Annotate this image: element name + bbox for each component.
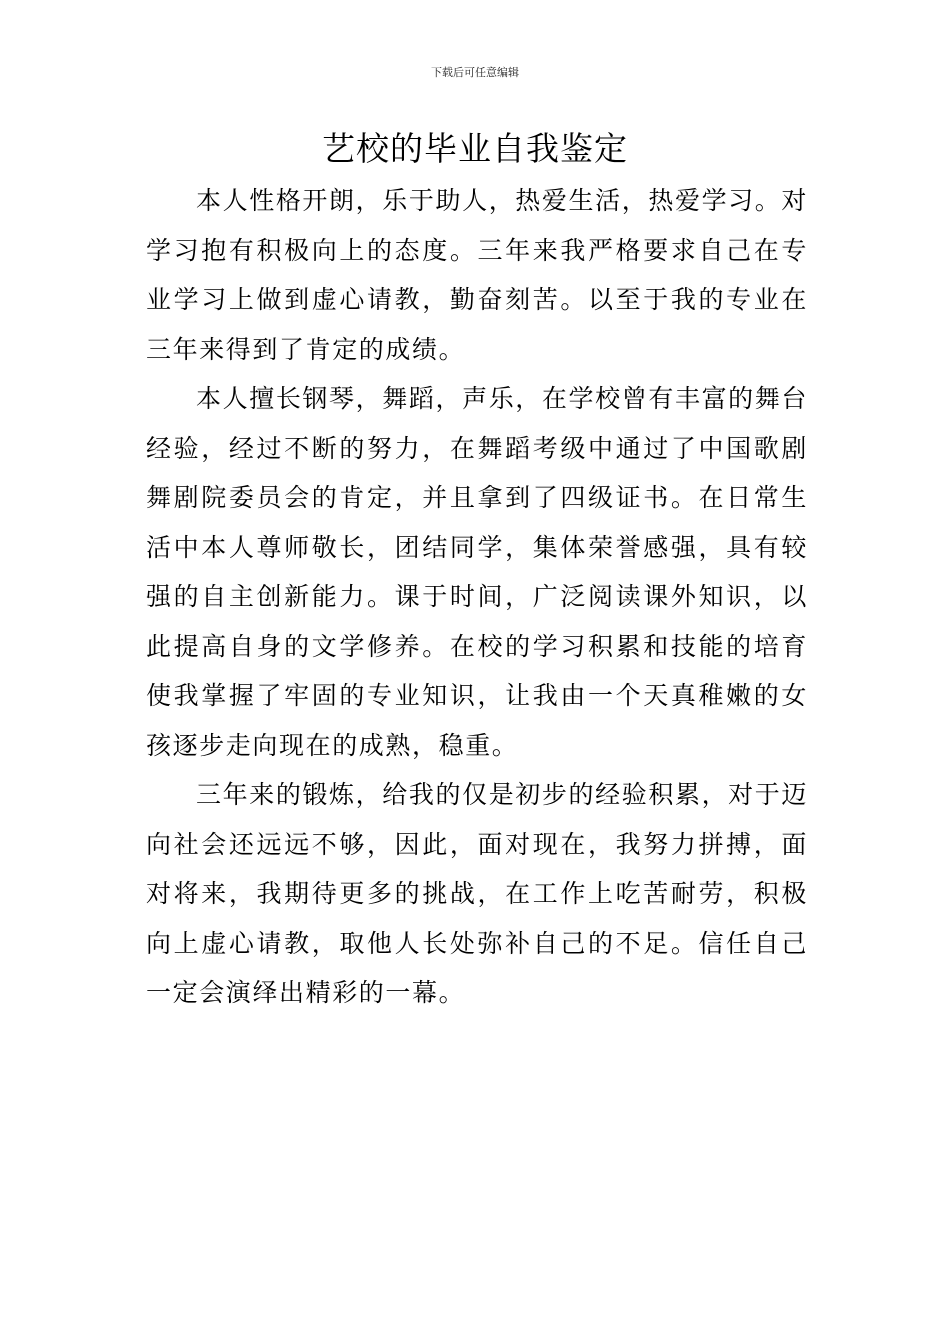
header-note: 下载后可任意编辑 xyxy=(431,66,519,79)
document-title: 艺校的毕业自我鉴定 xyxy=(322,129,628,168)
document-body xyxy=(146,176,808,1018)
paragraph-2: 本人擅长钢琴，舞蹈，声乐，在学校曾有丰富的舞台经验，经过不断的努力，在舞蹈考级中通过了中国歌剧舞剧院委员会的肯定，并且拿到了四级证书。在日常生活中本人尊师敬长，团结同学，集体荣誉感强，具有较强的自主创新能力。课于时间，广泛阅读课外知识，以此提高自身的文学修养。在校的学习积累和技能的培育使我掌握了牢固的专业知识，让我由一个天真稚嫩的女孩逐步走向现在的成熟，稳重。 xyxy=(146,384,808,760)
paragraph-3: 三年来的锻炼，给我的仅是初步的经验积累，对于迈向社会还远远不够，因此，面对现在，我努力拼搏，面对将来，我期待更多的挑战，在工作上吃苦耐劳，积极向上虚心请教，取他人长处弥补自己的不足。信任自己一定会演绎出精彩的一幕。 xyxy=(146,780,808,1007)
paragraph-1: 本人性格开朗，乐于助人，热爱生活，热爱学习。对学习抱有积极向上的态度。三年来我严格要求自己在专业学习上做到虚心请教，勤奋刻苦。以至于我的专业在三年来得到了肯定的成绩。 xyxy=(146,186,808,364)
